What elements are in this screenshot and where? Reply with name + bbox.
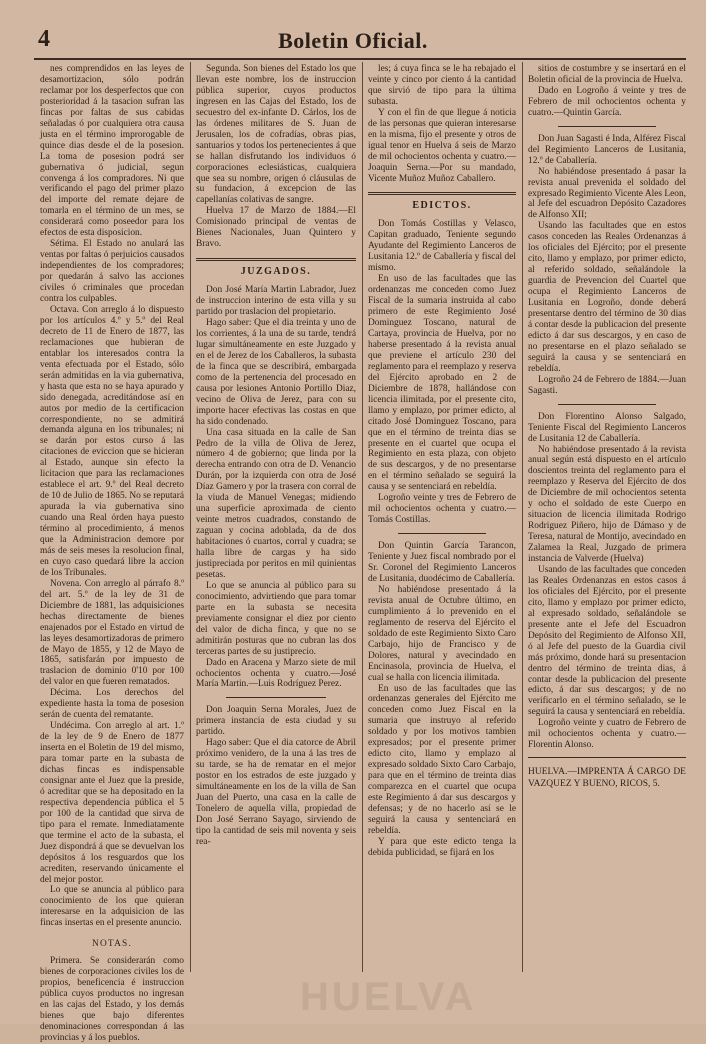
- signature-paragraph: Huelva 17 de Marzo de 1884.—El Comisionado principal de ventas de Bienes Nacionales, Juan Quintero y Bravo.: [196, 206, 356, 250]
- separator-rule: [398, 533, 486, 534]
- paragraph: nes comprendidos en las leyes de desamortizacion, sólo podrán reclamar por los desperfectos que con posterioridad á la tasacion sufran las fincas por faltas de sus cabidas señaladas ó por cualquiera otra causa justa en el término improrogable de quince dias desde el de la posesion. La toma de posesion podrá ser gubernativa ó judicial, segun convenga á los compradores. Ni que verificando el pago del primer plazo del importe del remate dejare de tomarla en el término de un mes, se considerará como poseedor para los efectos de esta disposicion.: [40, 64, 184, 239]
- column-divider: [362, 62, 363, 972]
- paragraph: Don Tomás Costillas y Velasco, Capitan graduado, Teniente segundo Ayudante del Regimiento Lanceros de Lusitania 12.º de Caballería y fiscal del mismo.: [368, 219, 516, 274]
- section-rule: [368, 192, 516, 195]
- paragraph: Don Quintin García Tarancon, Teniente y Juez fiscal nombrado por el Sr. Coronel del Regimiento Lanceros de Lusitania, duodécimo de Caballería.: [368, 541, 516, 584]
- paragraph: Hago saber: Que el dia treinta y uno de los corrientes, á la una de su tarde, tendrá lugar simultáneamente en este Juzgado y en el de Jerez de los Caballeros, la subasta de la finca que se describirá, embargada como de la pertenencia del procesado en causa por lesiones Antonio Portillo Diaz, vecino de Oliva de Jerez, para con su importe hacer efectivas las costas en que ha sido condenado.: [196, 318, 356, 427]
- paragraph: Don Joaquin Serna Morales, Juez de primera instancia de esta ciudad y su partido.: [196, 705, 356, 738]
- separator-rule: [226, 697, 326, 698]
- signature-paragraph: Logroño veinte y cuatro de Febrero de mil ochocientos ochenta y cuatro.—Florentin Alonso.: [528, 718, 686, 751]
- column-divider: [522, 62, 523, 972]
- column-2: [196, 64, 356, 964]
- printer-imprint: HUELVA.—IMPRENTA Á CARGO DE VAZQUEZ Y BUENO, RICOS, 5.: [528, 767, 686, 790]
- paragraph: Décima. Los derechos del expediente hasta la toma de posesion serán de cuenta del rematante.: [40, 688, 184, 721]
- paragraph: Undécima. Con arreglo al art. 1.º de la ley de 9 de Enero de 1877 inserta en el Boletin de 19 del mismo, para tomar parte en la subasta de dichas fincas es indispensable consignar ante el Juez que la preside, ó acreditar que se ha depositado en la respectiva dependencia pública el 5 por 100 de la cantidad que sirva de tipo para el remate. Inmediatamente que termine el acto de la subasta, el Juez dispondrá á que se devuelvan los depósitos á los resguardos que los acrediten, reservando únicamente el del mejor postor.: [40, 721, 184, 885]
- column-4: [528, 64, 686, 964]
- signature-paragraph: Logroño 24 de Febrero de 1884.—Juan Sagasti.: [528, 374, 686, 396]
- notas-heading: NOTAS.: [91, 939, 133, 950]
- signature-paragraph: Logroño veinte y tres de Febrero de mil ochocientos ochenta y cuatro.—Tomás Costillas.: [368, 493, 516, 526]
- paragraph: Usando de las facultades que conceden las Reales Ordenanzas en estos casos á los oficiales del Ejército, por el presente cito, llamo y emplazo por primer edicto, al expresado soldado, señalándole se presente ante el Jefe del Escuadron Depósito del Regimiento de Alfonso XII, ó al Jefe del puesto de la Guardia civil más próximo, donde hará su presentacion dentro del término de treinta dias, á contar desde la publicacion del presente edicto, á dar sus descargos; y de no verificarlo en el término señalado, se le seguirá la causa y sentenciará en rebeldía.: [528, 564, 686, 718]
- paragraph: No habiéndose presentado á la revista anual según está dispuesto en el artículo doscientos treinta del reglamento para el reemplazo y Reserva del Ejército de dos de Diciembre de mil ochocientos setenta y ocho el soldado de este Cuerpo en situacion de licencia ilimitada Rodrigo Rodriguez Piñero, hijo de Dámaso y de Teresa, natural de Montijo, avecindado en Zalamea la Real, Juzgado de primera instancia de Valverde (Huelva): [528, 444, 686, 565]
- signature-paragraph: Dado en Logroño á veinte y tres de Febrero de mil ochocientos ochenta y cuatro.—Quintin García.: [528, 85, 686, 118]
- separator-rule: [528, 757, 686, 758]
- signature-paragraph: Y con el fin de que llegue á noticia de las personas que quieran interesarse en la misma, fijo el presente y otros de igual tenor en Huelva á seis de Marzo de mil ochocientos ochenta y cuatro.—Joaquin Serna.—Por su mandado, Vicente Muñoz Muñoz Caballero.: [368, 107, 516, 184]
- paragraph: Don Florentino Alonso Salgado, Teniente Fiscal del Regimiento Lanceros de Lusitania 12 de Caballería.: [528, 411, 686, 444]
- paragraph: Usando las facultades que en estos casos conceden las Reales Ordenanzas á los oficiales del Ejército; por el presente cito, llamo y emplazo, por primer edicto, al referido soldado, señalándole la guardia de Prevencion del Cuartel que ocupa el Regimiento Lanceros de Lusitania en Logroño, donde deberá presentarse dentro del término de 30 dias á contar desde la publicacion del presente edicto á dar sus descargos, y en caso de no presentarse en el plazo señalado se seguirá la causa y se sentenciará en rebeldía.: [528, 221, 686, 374]
- page-number: 4: [38, 26, 50, 52]
- edictos-heading: EDICTOS.: [412, 200, 472, 212]
- separator-rule: [558, 404, 656, 405]
- paragraph: Lo que se anuncia al público para su conocimiento, advirtiendo que para tomar parte en la subasta se necesita previamente consignar el diez por ciento del valor de dicha finca, y que no se admitirán posturas que no cubran las dos terceras partes de su justiprecio.: [196, 580, 356, 657]
- paragraph: En uso de las facultades que las ordenanzas me conceden como Juez Fiscal de la sumaria instruida al cabo primero de este Regimiento José Dominguez Toscano, natural de Cartaya, provincia de Huelva, por no haberse presentado á la revista anual que previene el artículo 230 del reglamento para el reemplazo y reserva del Ejército aprobado en 2 de Diciembre de 1878, hallándose con licencia ilimitada, por el presente cito, llamo y emplazo, por primer edicto, al citado José Dominguez Toscano, para que en el término de treinta dias se presente en el cuartel que ocupa el Regimiento en esta plaza, con objeto de sus descargos, y de no presentarse en el término señalado se seguirá la causa y se sentenciará en rebeldía.: [368, 274, 516, 493]
- paragraph: No habiéndose presentado á pasar la revista anual prevenida el soldado del expresado Regimiento Vicente Ales Leon, al Jefe del escuadron Depósito Cazadores de Alfonso XII;: [528, 166, 686, 221]
- signature-paragraph: Dado en Aracena y Marzo siete de mil ochocientos ochenta y cuatro.—José María Martin.—Luis Rodríguez Perez.: [196, 657, 356, 690]
- archive-watermark: HUELVA: [300, 975, 477, 1019]
- paragraph: Don Juan Sagasti é Inda, Alférez Fiscal del Regimiento Lanceros de Lusitania, 12.º de Caballería.: [528, 133, 686, 166]
- separator-rule: [558, 126, 656, 127]
- paragraph: Lo que se anuncia al público para conocimiento de los que quieran interesarse en la adquisicion de las fincas insertas en el presente anuncio.: [40, 885, 184, 929]
- column-3: [368, 64, 516, 964]
- paragraph: les; á cuya finca se le ha rebajado el veinte y cinco por ciento á la cantidad que sirvió de tipo para la última subasta.: [368, 64, 516, 107]
- paragraph: Don José María Martin Labrador, Juez de instruccion interino de esta villa y su partido por traslacion del propietario.: [196, 285, 356, 318]
- section-rule: [196, 258, 356, 261]
- paragraph: Novena. Con arreglo al párrafo 8.º del art. 5.º de la ley de 31 de Diciembre de 1881, las adquisiciones hechas directamente de bienes enajenados por el Estado en virtud de las leyes desamortizadoras de primero de Mayo de 1855, y 12 de Mayo de 1865, satisfarán por impuesto de traslacion de dominio 0'10 por 100 del valor en que fueren rematados.: [40, 578, 184, 688]
- column-1: [40, 64, 184, 1043]
- paragraph: Una casa situada en la calle de San Pedro de la villa de Oliva de Jerez, número 4 de gobierno; que linda por la derecha entrando con otra de D. Venancio Durán, por la izquierda con otra de José Díaz Gamero y por la trasera con corral de la viuda de Manuel Venegas; midiendo una superficie aproximada de ciento veinte metros cuadrados, constando de zaguan y cocina adoblada, da de dos habitaciones ó cuartos, corral y cuadra; se halla libre de cargas y ha sido justipreciada por peritos en mil quinientas pesetas.: [196, 427, 356, 580]
- paragraph: Hago saber: Que el dia catorce de Abril próximo venidero, de la una á las tres de su tarde, se ha de rematar en el mejor postor en los estrados de este juzgado y simultáneamente en los de la villa de San Juan del Puerto, una casa en la calle de Tonelero de aquella villa, propiedad de Don José Serrano Sayago, sirviendo de tipo la cantidad de seis mil noventa y seis rea-: [196, 738, 356, 847]
- paragraph: No habiéndose presentado á la revista anual de Octubre último, en cumplimiento á lo prevenido en el reglamento de reserva del Ejército el soldado de este Regimiento Sixto Caro Carbajo, hijo de Francisco y de Dolores, natural y avecindado en Encinasola, provincia de Huelva, el cual se halla con licencia ilimitada.: [368, 584, 516, 683]
- paragraph: En uso de las facultades que las ordenanzas generales del Ejército me conceden como Juez Fiscal en la sumaria que instruyo al referido soldado y por los motivos tambien expresados; por el presente primer edicto cito, llamo y emplazo al expresado soldado Sixto Caro Carbajo, para que en el término de treinta dias comparezca en el cuartel que ocupa este Regimiento á dar sus descargos y defensas; y de no hacerlo así se le seguirá la causa y sentenciará en rebeldía.: [368, 683, 516, 836]
- header-rule: [34, 58, 686, 60]
- page-title: Boletin Oficial.: [278, 28, 428, 53]
- column-divider: [190, 62, 191, 972]
- paragraph: Segunda. Son bienes del Estado los que llevan este nombre, los de instruccion pública superior, cuyos productos ingresen en las Cajas del Estado, los de secuestro del ex-infante D. Cárlos, los de las órdenes militares de S. Juan de Jerusalen, los de cofradías, obras pias, santuarios y todos los pertenecientes á que se hallan disfrutando los individuos ó corporaciones eclesiásticas, cualquiera que sea su nombre, origen ó cláusulas de su fundacion, á excepcion de las capellanías colativas de sangre.: [196, 64, 356, 206]
- paragraph: Octava. Con arreglo á lo dispuesto por los artículos 4.º y 5.º del Real decreto de 11 de Enero de 1877, las reclamaciones que hubieran de entablar los interesados contra la venta efectuada por el Estado, sólo serán admitidas en la via gubernativa, y hasta que esta no se haya apurado y sido denegada, acreditándose así en autos por medio de la certificacion correspondiente, no se admitirá demanda alguna en los tribunales; ni se darán por estos curso á las citaciones de eviccion que se hicieran al Estado, aunque sin efecto la licitacion que para las reclamaciones establece el art. 9.º del Real decreto de 10 de Julio de 1865. No se reputará apurada la via gubernativa sino cuando una Real órden haya puesto término al procedimiento, á menos que la Administracion demore por más de seis meses la resolucion final, en cuyo caso quedará libre la accion de los Tribunales.: [40, 304, 184, 578]
- paragraph: Y para que este edicto tenga la debida publicidad, se fijará en los: [368, 836, 516, 858]
- paragraph: Sétima. El Estado no anulará las ventas por faltas ó perjuicios causados independientes de los compradores; por quedarán á salvo las acciones civiles ó criminales que procedan contra los culpables.: [40, 239, 184, 305]
- paragraph: sitios de costumbre y se insertará en el Boletin oficial de la provincia de Huelva.: [528, 64, 686, 85]
- juzgados-heading: JUZGADOS.: [240, 266, 312, 278]
- paragraph: Primera. Se considerarán como bienes de corporaciones civiles los de propios, beneficencia é instruccion pública cuyos productos no ingresan en las cajas del Estado, y los demás bienes que bajo diferentes denominaciones correspondan á las provincias y á los pueblos.: [40, 956, 184, 1043]
